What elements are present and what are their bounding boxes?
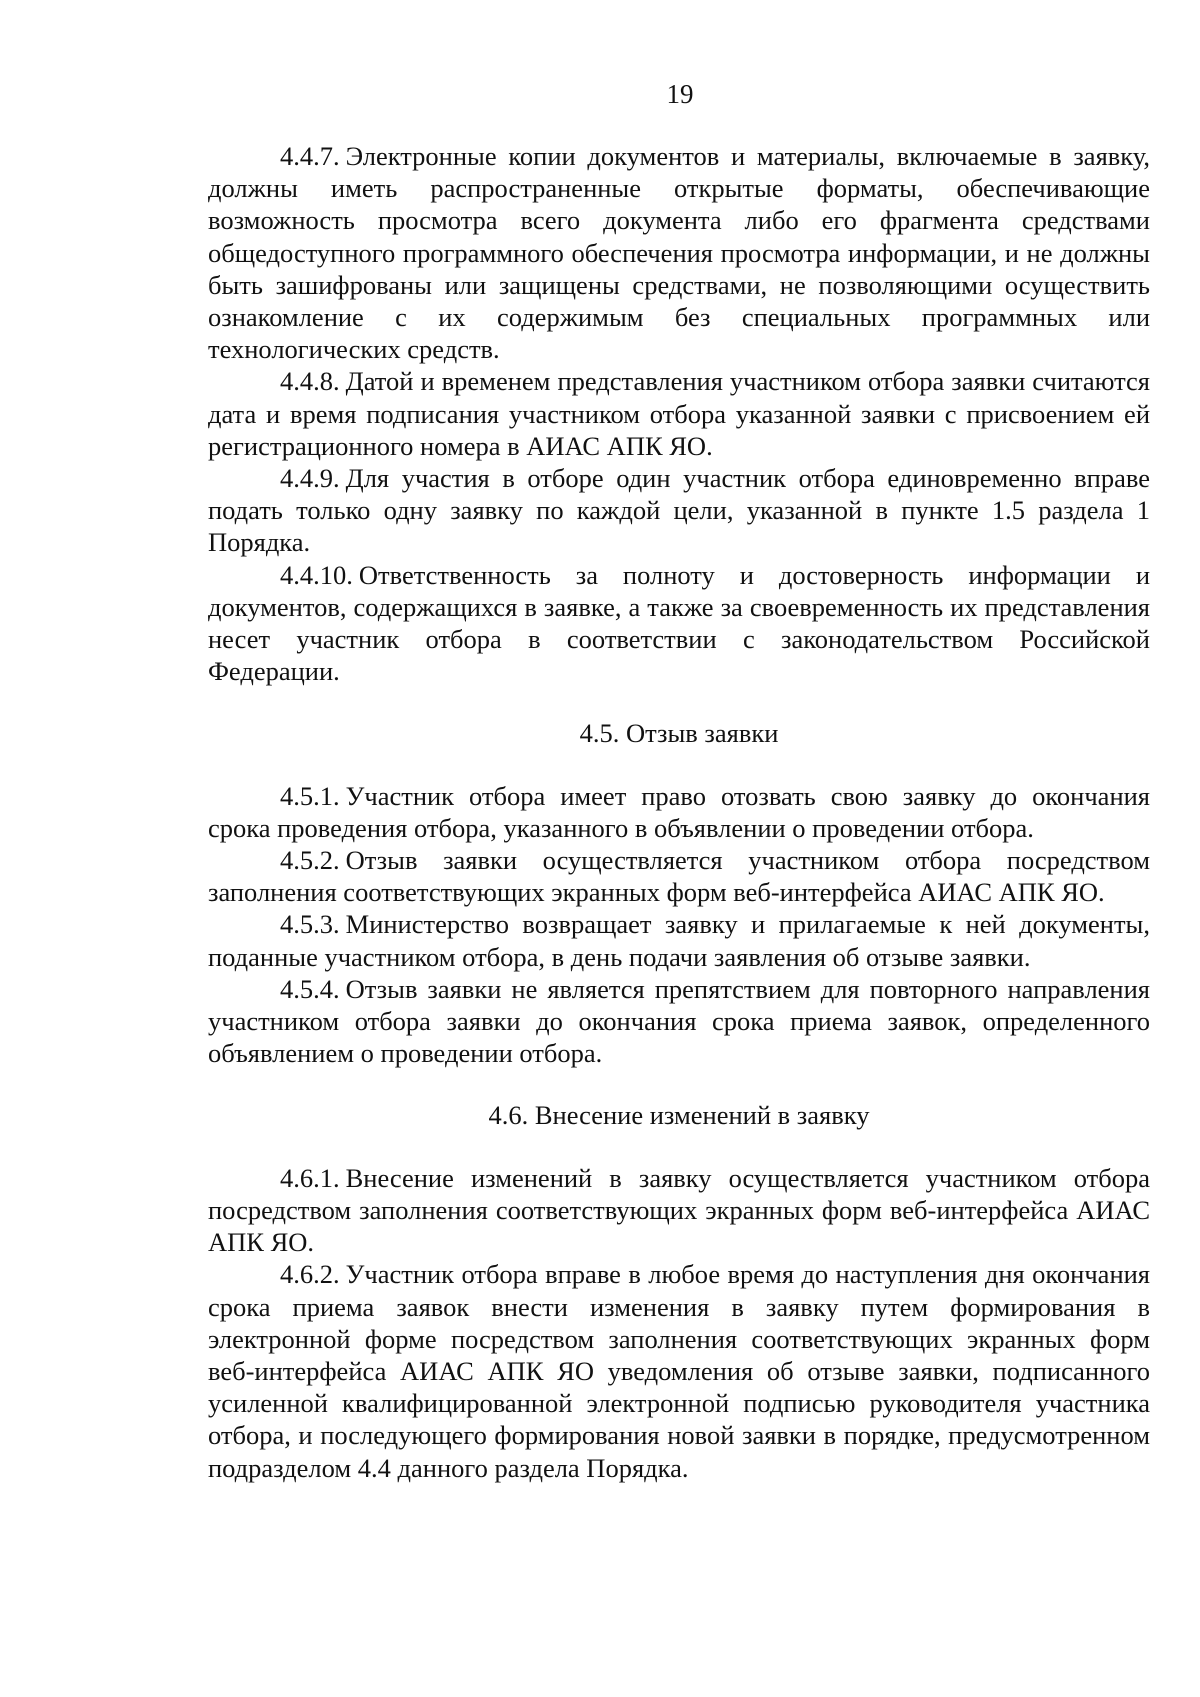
clause-number: 4.4.10. — [280, 559, 353, 590]
clause-4-4-10 — [208, 559, 1150, 688]
clause-text: Внесение изменений в заявку осуществляется участником отбора посредством заполнения соответствующих экранных форм веб-интерфейса АИАС АПК ЯО. — [208, 1162, 1150, 1258]
clause-4-6-2 — [208, 1258, 1150, 1483]
clause-text: Электронные копии документов и материалы, включаемые в заявку, должны иметь распространенные открытые форматы, обеспечивающие возможность просмотра всего документа либо его фрагмента средствами общедоступного программного обеспечения просмотра информации, и не должны быть зашифрованы или защищены средствами, не позволяющими осуществить ознакомление с их содержимым без специальных программных или технологических средств. — [208, 141, 1150, 365]
clause-number: 4.4.8. — [280, 366, 340, 397]
clause-4-5-3 — [208, 908, 1150, 972]
clause-number: 4.5.4. — [280, 973, 340, 1004]
clause-text: Датой и временем представления участником отбора заявки считаются дата и время подписания участником отбора указанной заявки с присвоением ей регистрационного номера в АИАС АПК ЯО. — [208, 366, 1150, 461]
clause-text: Участник отбора вправе в любое время до наступления дня окончания срока приема заявок внести изменения в заявку путем формирования в электронной форме посредством заполнения соответствующих экранных форм веб-интерфейса АИАС АПК ЯО уведомления об отзыве заявки, подписанного усиленной квалифицированной электронной подписью руководителя участника отбора, и последующего формирования новой заявки в порядке, предусмотренном подразделом 4.4 данного раздела Порядка. — [208, 1259, 1150, 1483]
document-body — [208, 140, 1150, 1484]
clause-number: 4.5.3. — [280, 909, 340, 940]
clause-text: Министерство возвращает заявку и прилагаемые к ней документы, поданные участником отбора, в день подачи заявления об отзыве заявки. — [208, 909, 1150, 972]
clause-number: 4.4.7. — [280, 141, 340, 171]
clause-4-4-8 — [208, 365, 1150, 462]
clause-4-5-1 — [208, 780, 1150, 844]
section-heading-4-5: 4.5. Отзыв заявки — [579, 718, 779, 749]
section-heading-4-6: 4.6. Внесение изменений в заявку — [488, 1100, 870, 1131]
clause-4-5-2 — [208, 844, 1150, 908]
clause-number: 4.6.1. — [280, 1162, 340, 1193]
clause-text: Для участия в отборе один участник отбора единовременно вправе подать только одну заявку по каждой цели, указанной в пункте 1.5 раздела 1 Порядка. — [208, 463, 1150, 558]
clause-number: 4.5.1. — [280, 780, 340, 811]
clause-number: 4.4.9. — [280, 463, 340, 494]
page-number: 19 — [666, 79, 694, 109]
clause-number: 4.5.2. — [280, 845, 340, 876]
clause-text: Отзыв заявки осуществляется участником отбора посредством заполнения соответствующих экранных форм веб-интерфейса АИАС АПК ЯО. — [208, 845, 1150, 908]
clause-text: Ответственность за полноту и достоверность информации и документов, содержащихся в заявке, а также за своевременность их представления несет участник отбора в соответствии с законодательством Российской Федерации. — [208, 559, 1150, 687]
clause-text: Участник отбора имеет право отозвать свою заявку до окончания срока проведения отбора, указанного в объявлении о проведении отбора. — [208, 780, 1150, 843]
clause-text: Отзыв заявки не является препятствием для повторного направления участником отбора заявки до окончания срока приема заявок, определенного объявлением о проведении отбора. — [208, 973, 1150, 1069]
clause-number: 4.6.2. — [280, 1259, 340, 1290]
clause-4-4-7 — [208, 140, 1150, 365]
clause-4-6-1 — [208, 1162, 1150, 1259]
clause-4-4-9 — [208, 462, 1150, 559]
clause-4-5-4 — [208, 973, 1150, 1070]
